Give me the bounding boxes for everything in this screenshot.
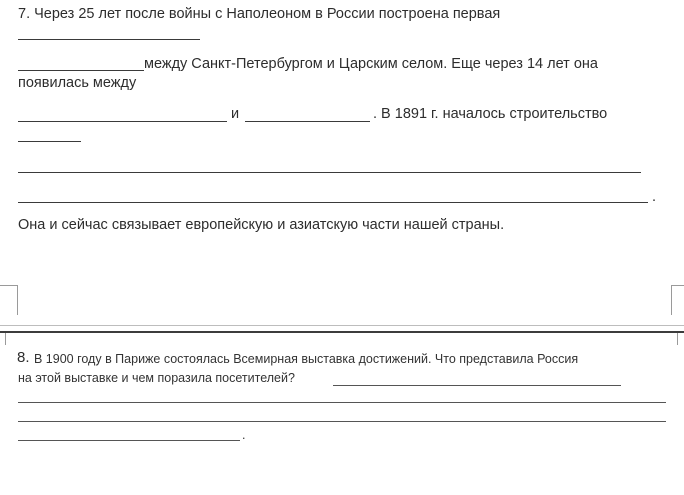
q7-answer-blank-4[interactable]	[18, 141, 81, 142]
q8-text-line1: В 1900 году в Париже состоялась Всемирная выставка достижений. Что представила Россия	[34, 352, 579, 366]
q7-answer-blank-5[interactable]	[18, 172, 641, 173]
q7-answer-blank-1b[interactable]	[18, 70, 144, 71]
corner-mark-right-bottom	[677, 333, 678, 345]
q7-answer-blank-6[interactable]	[18, 202, 648, 203]
q8-answer-blank-3[interactable]	[18, 421, 666, 422]
corner-mark-left-bottom	[5, 333, 6, 345]
q7-end-dot: .	[652, 189, 657, 205]
q8-text-line2: на этой выставке и чем поразила посетителей?	[18, 371, 295, 385]
q7-text-line3: появилась между	[18, 75, 137, 91]
q7-text-line4: . В 1891 г. началось строительство	[373, 106, 608, 122]
q7-final-sentence: Она и сейчас связывает европейскую и азиатскую части нашей страны.	[18, 217, 505, 233]
page-divider-dark	[0, 331, 684, 333]
q7-text-line1: 7. Через 25 лет после войны с Наполеоном в России построена первая	[18, 6, 501, 22]
q8-answer-blank-1[interactable]	[333, 385, 621, 386]
corner-mark-left-top	[0, 285, 17, 286]
corner-mark-right-side	[671, 285, 672, 315]
q8-number: 8.	[17, 349, 30, 366]
q7-answer-blank-1a[interactable]	[18, 39, 200, 40]
q7-conjunction-and: и	[231, 106, 240, 122]
q7-answer-blank-3[interactable]	[245, 121, 370, 122]
corner-mark-right-top	[671, 285, 684, 286]
q7-answer-blank-2[interactable]	[18, 121, 227, 122]
corner-mark-left-side	[17, 285, 18, 315]
q8-answer-blank-4[interactable]	[18, 440, 240, 441]
q8-answer-blank-2[interactable]	[18, 402, 666, 403]
page-divider-light	[0, 325, 684, 326]
q8-end-dot: .	[242, 428, 246, 442]
q7-text-line2: между Санкт-Петербургом и Царским селом. Еще через 14 лет она	[144, 56, 598, 72]
